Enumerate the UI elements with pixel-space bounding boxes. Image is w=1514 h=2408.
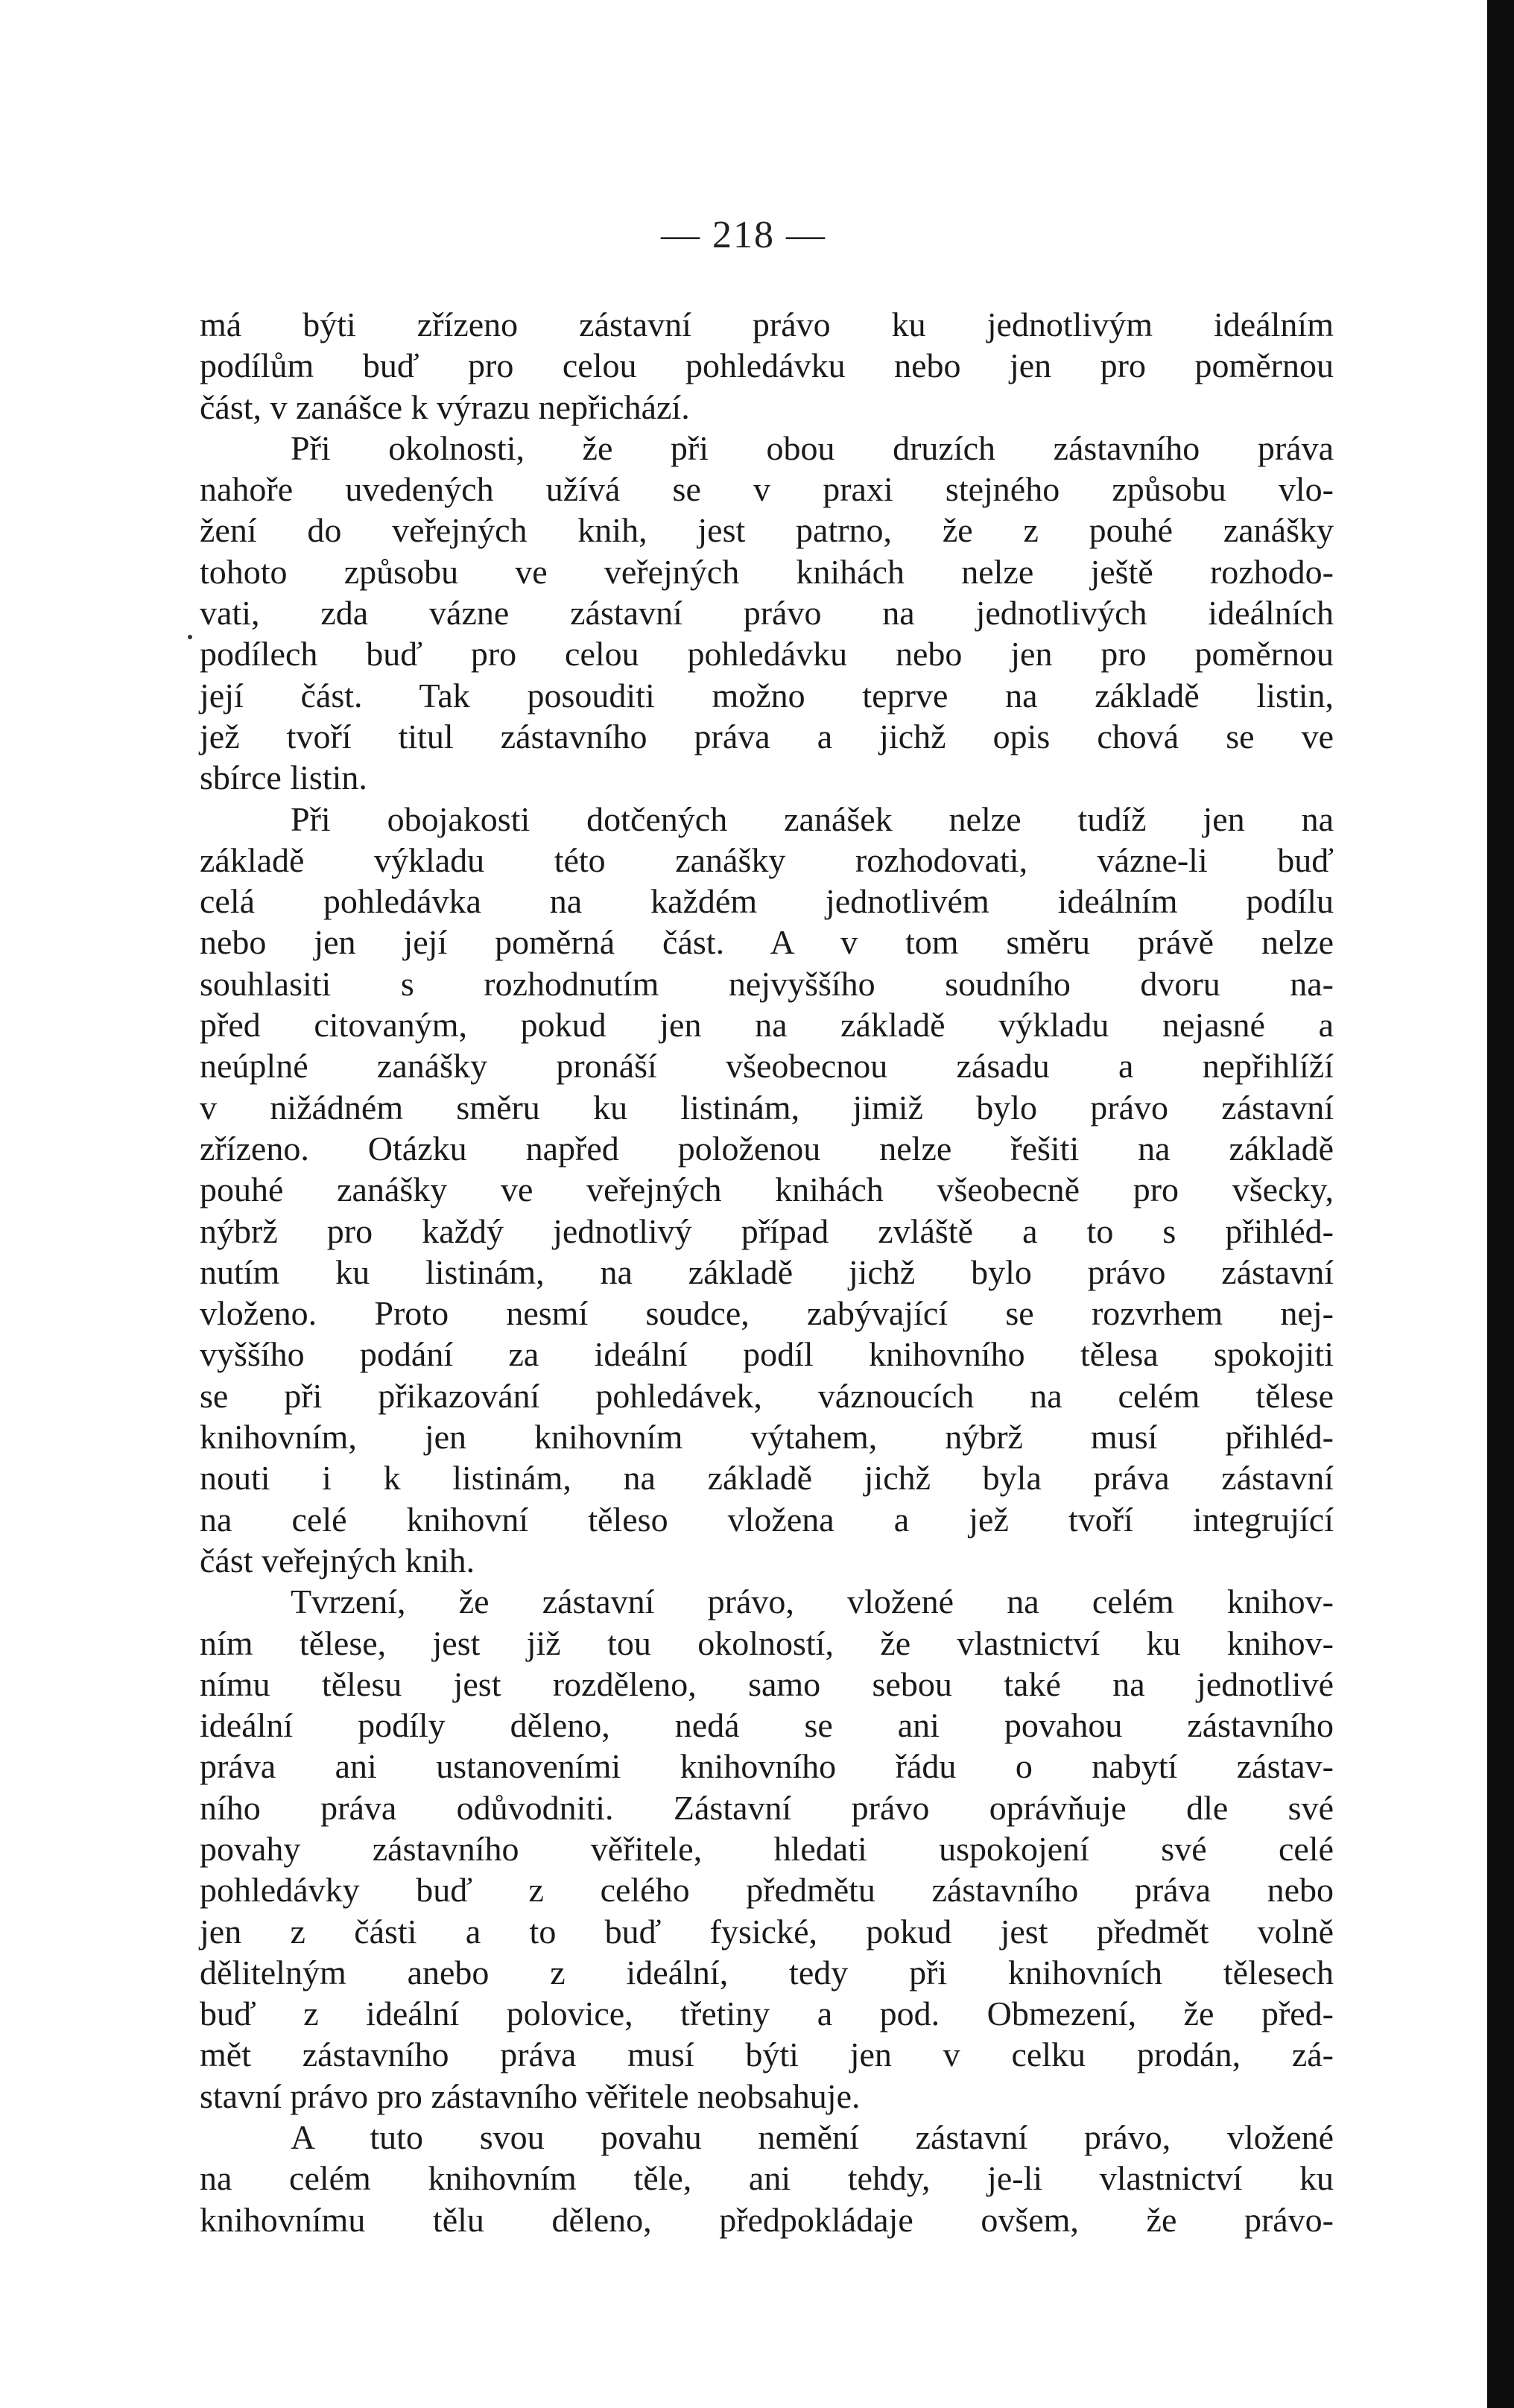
text-line: práva ani ustanoveními knihovního řádu o nabytí zástav- — [200, 1747, 1334, 1786]
text-line: vloženo. Proto nesmí soudce, zabývající se rozvrhem nej- — [200, 1294, 1334, 1333]
text-line: podílech buď pro celou pohledávku nebo jen pro poměrnou — [200, 635, 1334, 674]
text-line: nahoře uvedených užívá se v praxi stejného způsobu vlo- — [200, 470, 1334, 509]
text-line: mět zástavního práva musí býti jen v celku prodán, zá- — [200, 2035, 1334, 2074]
margin-mark — [188, 635, 192, 639]
text-line: pohledávky buď z celého předmětu zástavního práva nebo — [200, 1871, 1334, 1910]
text-line: vyššího podání za ideální podíl knihovního tělesa spokojiti — [200, 1335, 1334, 1374]
text-line: stavní právo pro zástavního věřitele neobsahuje. — [200, 2076, 861, 2115]
text-line: podílům buď pro celou pohledávku nebo jen pro poměrnou — [200, 346, 1334, 385]
text-line: povahy zástavního věřitele, hledati uspokojení své celé — [200, 1829, 1334, 1868]
text-line: má býti zřízeno zástavní právo ku jednotlivým ideálním — [200, 305, 1334, 343]
text-line: ideální podíly děleno, nedá se ani povahou zástavního — [200, 1706, 1334, 1745]
text-line: souhlasiti s rozhodnutím nejvyššího soudního dvoru na- — [200, 964, 1334, 1003]
text-line: buď z ideální polovice, třetiny a pod. Obmezení, že před- — [200, 1994, 1334, 2033]
text-line: před citovaným, pokud jen na základě výkladu nejasné a — [200, 1006, 1334, 1045]
text-line: Tvrzení, že zástavní právo, vložené na celém knihov- — [291, 1582, 1334, 1621]
text-line: na celém knihovním těle, ani tehdy, je-li vlastnictví ku — [200, 2159, 1334, 2198]
text-line: A tuto svou povahu nemění zástavní právo, vložené — [291, 2118, 1334, 2157]
text-line: část, v zanášce k výrazu nepřichází. — [200, 387, 690, 426]
text-line: nutím ku listinám, na základě jichž bylo právo zástavní — [200, 1252, 1334, 1291]
text-line: na celé knihovní těleso vložena a jež tvoří integrující — [200, 1500, 1334, 1539]
text-line: zřízeno. Otázku napřed položenou nelze řešiti na základě — [200, 1129, 1334, 1167]
body-text — [200, 304, 1334, 2240]
text-line: základě výkladu této zanášky rozhodovati, vázne-li buď — [200, 840, 1334, 879]
text-line: jež tvoří titul zástavního práva a jichž opis chová se ve — [200, 717, 1334, 755]
text-line: vati, zda vázne zástavní právo na jednotlivých ideálních — [200, 594, 1334, 633]
text-line: neúplné zanášky pronáší všeobecnou zásadu a nepřihlíží — [200, 1047, 1334, 1086]
text-line: část veřejných knih. — [200, 1541, 475, 1580]
text-line: dělitelným anebo z ideální, tedy při knihovních tělesech — [200, 1953, 1334, 1992]
text-line: se při přikazování pohledávek, váznoucích na celém tělese — [200, 1376, 1334, 1415]
text-line: pouhé zanášky ve veřejných knihách všeobecně pro všecky, — [200, 1170, 1334, 1209]
text-line: celá pohledávka na každém jednotlivém ideálním podílu — [200, 882, 1334, 921]
page-number: — 218 — — [661, 214, 826, 256]
text-line: nebo jen její poměrná část. A v tom směru právě nelze — [200, 923, 1334, 962]
text-line: nýbrž pro každý jednotlivý případ zvláště a to s přihléd- — [200, 1211, 1334, 1250]
text-line: její část. Tak posouditi možno teprve na základě listin, — [200, 676, 1334, 715]
text-line: ním tělese, jest již tou okolností, že vlastnictví ku knihov- — [200, 1623, 1334, 1662]
text-line: sbírce listin. — [200, 758, 367, 797]
text-line: knihovnímu tělu děleno, předpokládaje ovšem, že právo- — [200, 2200, 1334, 2239]
text-line: v nižádném směru ku listinám, jimiž bylo právo zástavní — [200, 1088, 1334, 1127]
text-line: jen z části a to buď fysické, pokud jest předmět volně — [200, 1912, 1334, 1951]
text-line: knihovním, jen knihovním výtahem, nýbrž musí přihléd- — [200, 1418, 1334, 1457]
text-line: nímu tělesu jest rozděleno, samo sebou také na jednotlivé — [200, 1664, 1334, 1703]
text-line: ního práva odůvodniti. Zástavní právo oprávňuje dle své — [200, 1788, 1334, 1827]
text-line: žení do veřejných knih, jest patrno, že z pouhé zanášky — [200, 511, 1334, 550]
text-line: nouti i k listinám, na základě jichž byla práva zástavní — [200, 1459, 1334, 1498]
text-line: Při obojakosti dotčených zanášek nelze tudíž jen na — [291, 799, 1334, 838]
text-line: tohoto způsobu ve veřejných knihách nelze ještě rozhodo- — [200, 552, 1334, 591]
text-line: Při okolnosti, že při obou druzích zástavního práva — [291, 428, 1334, 467]
